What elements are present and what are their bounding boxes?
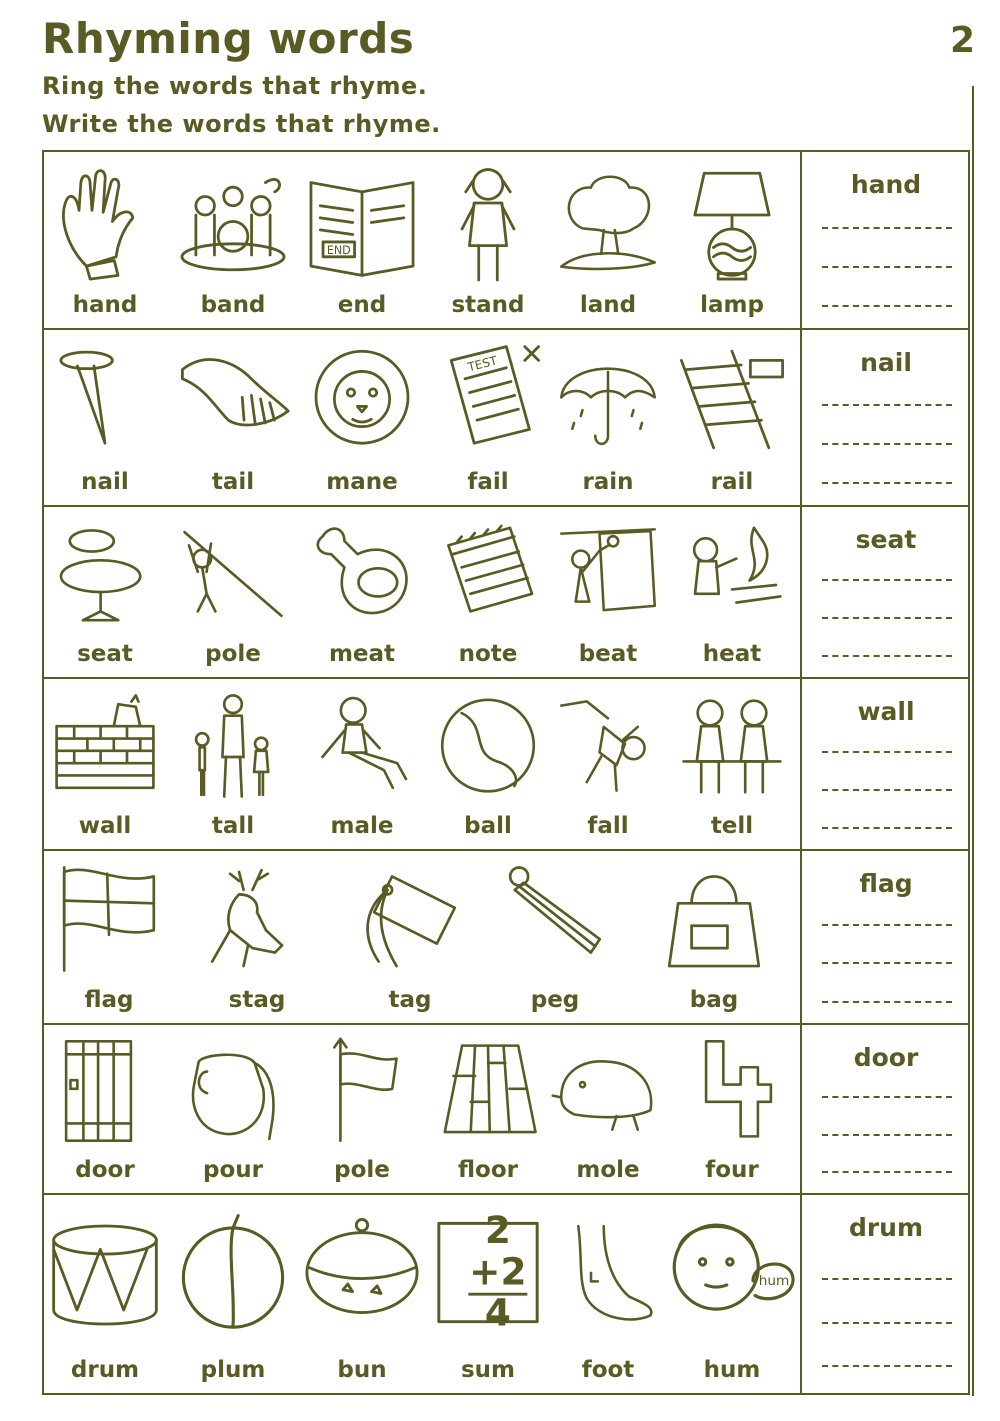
- answer-line[interactable]: [822, 1171, 952, 1173]
- picture-strip: [44, 851, 802, 1023]
- sum-digit: 2: [484, 1208, 511, 1253]
- door-icon: [51, 1037, 159, 1145]
- picture-cell-rail[interactable]: [664, 330, 800, 505]
- word-sum[interactable]: sum: [460, 1357, 516, 1383]
- answer-line[interactable]: [822, 962, 952, 964]
- picture-cell-band[interactable]: [166, 152, 300, 328]
- word-pour[interactable]: pour: [203, 1157, 263, 1183]
- picture-cell-seat[interactable]: [44, 507, 166, 677]
- answer-line[interactable]: [822, 305, 952, 307]
- picture-cell-foot[interactable]: [552, 1195, 664, 1393]
- word-floor[interactable]: floor: [458, 1157, 518, 1183]
- word-door[interactable]: door: [75, 1157, 135, 1183]
- number-four-icon: [678, 1037, 786, 1145]
- word-rain[interactable]: rain: [582, 469, 634, 495]
- word-band[interactable]: band: [200, 292, 266, 318]
- picture-text-test: TEST: [466, 353, 499, 375]
- answer-line[interactable]: [822, 1278, 952, 1280]
- word-pole[interactable]: pole: [205, 641, 261, 667]
- word-hand[interactable]: hand: [72, 292, 138, 318]
- plum-icon: [171, 1207, 295, 1343]
- picture-cell-lamp[interactable]: [664, 152, 800, 328]
- word-meat[interactable]: meat: [328, 641, 396, 667]
- answer-line[interactable]: [822, 1134, 952, 1136]
- word-fail[interactable]: fail: [467, 469, 509, 495]
- picture-cell-door[interactable]: [44, 1025, 166, 1193]
- railway-icon: [675, 342, 790, 457]
- tail-icon: [176, 342, 291, 457]
- rhyme-row-hand: [44, 152, 968, 330]
- word-heat[interactable]: heat: [702, 641, 762, 667]
- word-tell[interactable]: tell: [710, 813, 754, 839]
- picture-cell-bag[interactable]: [630, 851, 798, 1023]
- floorboards-icon: [434, 1037, 542, 1145]
- picture-cell-male[interactable]: [300, 679, 424, 849]
- picture-cell-rain[interactable]: [552, 330, 664, 505]
- meat-icon: [307, 519, 417, 629]
- rhyme-row-flag: [44, 851, 968, 1025]
- humming-boy-icon: [669, 1207, 795, 1343]
- answer-box: [804, 1195, 968, 1393]
- answer-line[interactable]: [822, 1096, 952, 1098]
- rhyme-row-drum: [44, 1195, 968, 1393]
- picture-strip: [44, 1025, 802, 1193]
- word-seat[interactable]: seat: [77, 641, 133, 667]
- answer-line[interactable]: [822, 924, 952, 926]
- rhyme-row-wall: [44, 679, 968, 851]
- word-bag[interactable]: bag: [689, 987, 739, 1013]
- pole-climber-icon: [178, 519, 288, 629]
- tall-man-icon: [178, 691, 288, 801]
- word-tag[interactable]: tag: [388, 987, 432, 1013]
- picture-cell-end[interactable]: [300, 152, 424, 328]
- word-lamp[interactable]: lamp: [700, 292, 764, 318]
- sum-digit: +2: [469, 1249, 527, 1294]
- answer-line[interactable]: [822, 655, 952, 657]
- word-drum[interactable]: drum: [70, 1357, 140, 1383]
- answer-line[interactable]: [822, 617, 952, 619]
- picture-strip: [44, 679, 802, 849]
- picture-strip: [44, 152, 802, 328]
- headword: flag: [859, 869, 913, 898]
- drum-icon: [49, 1207, 161, 1343]
- band-icon: [175, 164, 291, 280]
- answer-line[interactable]: [822, 404, 952, 406]
- rhyme-row-door: [44, 1025, 968, 1195]
- picture-cell-hum[interactable]: [664, 1195, 800, 1393]
- stool-icon: [50, 519, 160, 629]
- picture-cell-four[interactable]: [664, 1025, 800, 1193]
- picture-cell-plum[interactable]: [166, 1195, 300, 1393]
- picture-cell-note[interactable]: [424, 507, 552, 677]
- answer-line[interactable]: [822, 579, 952, 581]
- answer-line[interactable]: [822, 751, 952, 753]
- word-flag[interactable]: flag: [84, 987, 134, 1013]
- nail-icon: [49, 342, 161, 457]
- picture-cell-floor[interactable]: [424, 1025, 552, 1193]
- test-paper-icon: [431, 342, 546, 457]
- picture-cell-meat[interactable]: [300, 507, 424, 677]
- picture-cell-pole[interactable]: [300, 1025, 424, 1193]
- umbrella-icon: [557, 342, 659, 457]
- word-male[interactable]: male: [330, 813, 394, 839]
- picture-cell-mane[interactable]: [300, 330, 424, 505]
- headword: hand: [850, 170, 922, 199]
- rhyme-row-nail: [44, 330, 968, 507]
- word-mole[interactable]: mole: [576, 1157, 640, 1183]
- picture-strip: [44, 1195, 802, 1393]
- picture-strip: [44, 330, 802, 505]
- picture-cell-mole[interactable]: [552, 1025, 664, 1193]
- picture-text-end: END: [326, 244, 351, 258]
- answer-line[interactable]: [822, 443, 952, 445]
- answer-line[interactable]: [822, 1365, 952, 1367]
- headword: drum: [848, 1213, 924, 1242]
- picture-cell-tag[interactable]: [340, 851, 480, 1023]
- word-bun[interactable]: bun: [337, 1357, 387, 1383]
- answer-line[interactable]: [822, 227, 952, 229]
- picture-cell-flag[interactable]: [44, 851, 174, 1023]
- book-icon: [305, 164, 419, 280]
- hand-icon: [49, 164, 161, 280]
- picture-cell-stag[interactable]: [174, 851, 340, 1023]
- instruction-ring: Ring the words that rhyme.: [42, 72, 428, 100]
- flag-icon: [53, 863, 165, 975]
- headword: wall: [857, 697, 915, 726]
- answer-line[interactable]: [822, 827, 952, 829]
- word-hum[interactable]: hum: [703, 1357, 761, 1383]
- word-note[interactable]: note: [458, 641, 518, 667]
- answer-line[interactable]: [822, 1001, 952, 1003]
- word-plum[interactable]: plum: [200, 1357, 266, 1383]
- word-mane[interactable]: mane: [326, 469, 398, 495]
- picture-cell-pole[interactable]: [166, 507, 300, 677]
- sum-digit: 4: [484, 1290, 511, 1335]
- instruction-write: Write the words that rhyme.: [42, 110, 441, 138]
- answer-line[interactable]: [822, 482, 952, 484]
- word-wall[interactable]: wall: [78, 813, 132, 839]
- tree-icon: [557, 164, 659, 280]
- word-ball[interactable]: ball: [464, 813, 512, 839]
- word-stag[interactable]: stag: [228, 987, 286, 1013]
- picture-strip: [44, 507, 802, 677]
- picture-cell-sum[interactable]: [424, 1195, 552, 1393]
- picture-cell-stand[interactable]: [424, 152, 552, 328]
- picture-cell-peg[interactable]: [480, 851, 630, 1023]
- picture-cell-pour[interactable]: [166, 1025, 300, 1193]
- ball-icon: [433, 691, 543, 801]
- standing-girl-icon: [430, 164, 546, 280]
- worksheet-grid: [42, 150, 970, 1395]
- answer-box: [804, 1025, 968, 1193]
- campfire-icon: [677, 519, 787, 629]
- sum-icon: [429, 1207, 547, 1343]
- flagpole-icon: [308, 1037, 416, 1145]
- picture-cell-wall[interactable]: [44, 679, 166, 849]
- picture-cell-nail[interactable]: [44, 330, 166, 505]
- word-tall[interactable]: tall: [211, 813, 255, 839]
- word-pole[interactable]: pole: [334, 1157, 390, 1183]
- brick-wall-icon: [50, 691, 160, 801]
- lamp-icon: [674, 164, 790, 280]
- word-tail[interactable]: tail: [211, 469, 255, 495]
- foot-icon: [557, 1207, 659, 1343]
- word-end[interactable]: end: [337, 292, 387, 318]
- answer-line[interactable]: [822, 1322, 952, 1324]
- page-number: 2: [950, 20, 976, 61]
- picture-cell-tell[interactable]: [664, 679, 800, 849]
- picture-cell-beat[interactable]: [552, 507, 664, 677]
- picture-cell-fail[interactable]: [424, 330, 552, 505]
- tag-icon: [354, 863, 466, 975]
- word-nail[interactable]: nail: [81, 469, 129, 495]
- headword: nail: [860, 348, 912, 377]
- peg-icon: [499, 863, 611, 975]
- sitting-boy-icon: [307, 691, 417, 801]
- margin-line: [972, 86, 974, 1396]
- stag-icon: [201, 863, 313, 975]
- word-beat[interactable]: beat: [578, 641, 638, 667]
- answer-line[interactable]: [822, 789, 952, 791]
- bag-icon: [658, 863, 770, 975]
- answer-box: [804, 330, 968, 505]
- lion-icon: [305, 342, 419, 457]
- answer-box: [804, 851, 968, 1023]
- falling-boy-icon: [557, 691, 659, 801]
- word-four[interactable]: four: [705, 1157, 759, 1183]
- picture-cell-fall[interactable]: [552, 679, 664, 849]
- word-peg[interactable]: peg: [530, 987, 580, 1013]
- two-children-icon: [677, 691, 787, 801]
- word-stand[interactable]: stand: [451, 292, 525, 318]
- picture-cell-bun[interactable]: [300, 1195, 424, 1393]
- word-rail[interactable]: rail: [710, 469, 754, 495]
- carpet-beating-icon: [557, 519, 659, 629]
- answer-box: [804, 507, 968, 677]
- answer-box: [804, 152, 968, 328]
- picture-cell-hand[interactable]: [44, 152, 166, 328]
- mole-icon: [557, 1037, 659, 1145]
- picture-text-hum: hum: [758, 1272, 790, 1289]
- picture-cell-drum[interactable]: [44, 1195, 166, 1393]
- answer-line[interactable]: [822, 266, 952, 268]
- picture-cell-heat[interactable]: [664, 507, 800, 677]
- picture-cell-tall[interactable]: [166, 679, 300, 849]
- word-fall[interactable]: fall: [587, 813, 629, 839]
- answer-box: [804, 679, 968, 849]
- jug-icon: [179, 1037, 287, 1145]
- headword: seat: [855, 525, 917, 554]
- picture-cell-tail[interactable]: [166, 330, 300, 505]
- picture-cell-land[interactable]: [552, 152, 664, 328]
- page-title: Rhyming words: [42, 14, 415, 63]
- word-foot[interactable]: foot: [581, 1357, 635, 1383]
- rhyme-row-seat: [44, 507, 968, 679]
- picture-cell-ball[interactable]: [424, 679, 552, 849]
- bun-icon: [305, 1207, 419, 1343]
- word-land[interactable]: land: [579, 292, 637, 318]
- headword: door: [853, 1043, 919, 1072]
- notepad-icon: [433, 519, 543, 629]
